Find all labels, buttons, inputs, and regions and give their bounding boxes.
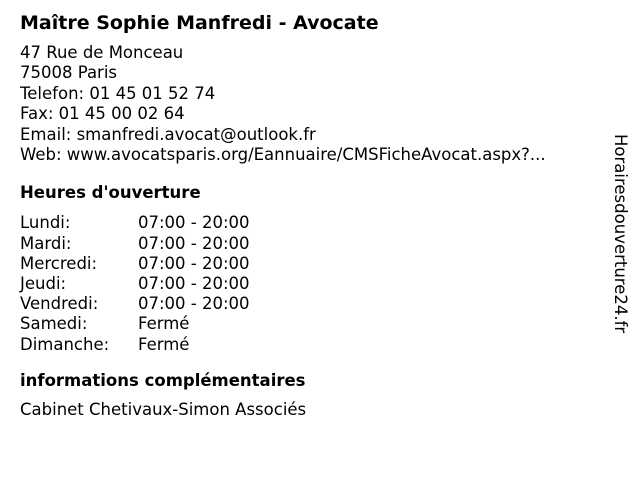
contact-details [20, 43, 600, 165]
hours-time: 07:00 - 20:00 [138, 294, 250, 314]
additional-info-text: Cabinet Chetivaux-Simon Associés [20, 399, 307, 419]
watermark-text: Horairesdouverture24.fr [611, 134, 630, 334]
hours-day: Mardi: [20, 233, 72, 253]
hours-row-friday [20, 294, 600, 314]
hours-day: Lundi: [20, 213, 71, 233]
hours-time: 07:00 - 20:00 [138, 253, 250, 273]
email-address: Email: smanfredi.avocat@outlook.fr [20, 124, 316, 144]
site-watermark [604, 134, 636, 374]
hours-time: 07:00 - 20:00 [138, 274, 250, 294]
phone-number: Telefon: 01 45 01 52 74 [20, 83, 216, 103]
hours-row-tuesday [20, 234, 600, 254]
hours-day: Samedi: [20, 314, 88, 334]
hours-row-thursday [20, 274, 600, 294]
opening-hours-heading: Heures d'ouverture [20, 183, 201, 203]
hours-time: 07:00 - 20:00 [138, 233, 250, 253]
lawyer-listing-card [20, 10, 600, 421]
hours-day: Mercredi: [20, 253, 98, 273]
hours-time: 07:00 - 20:00 [138, 213, 250, 233]
hours-row-wednesday [20, 254, 600, 274]
hours-row-saturday [20, 314, 600, 334]
hours-row-sunday [20, 335, 600, 355]
fax-number: Fax: 01 45 00 02 64 [20, 104, 185, 124]
website-url: Web: www.avocatsparis.org/Eannuaire/CMSFicheAvocat.aspx?... [20, 145, 546, 165]
address-city: 75008 Paris [20, 63, 118, 83]
hours-day: Dimanche: [20, 334, 110, 354]
page-title: Maître Sophie Manfredi - Avocate [20, 12, 379, 34]
address-street: 47 Rue de Monceau [20, 43, 184, 62]
hours-time: Fermé [138, 314, 190, 334]
hours-time: Fermé [138, 334, 190, 354]
additional-info-heading: informations complémentaires [20, 370, 306, 390]
opening-hours-table [20, 213, 600, 354]
hours-day: Jeudi: [20, 274, 67, 294]
hours-row-monday [20, 213, 600, 233]
hours-day: Vendredi: [20, 294, 99, 314]
